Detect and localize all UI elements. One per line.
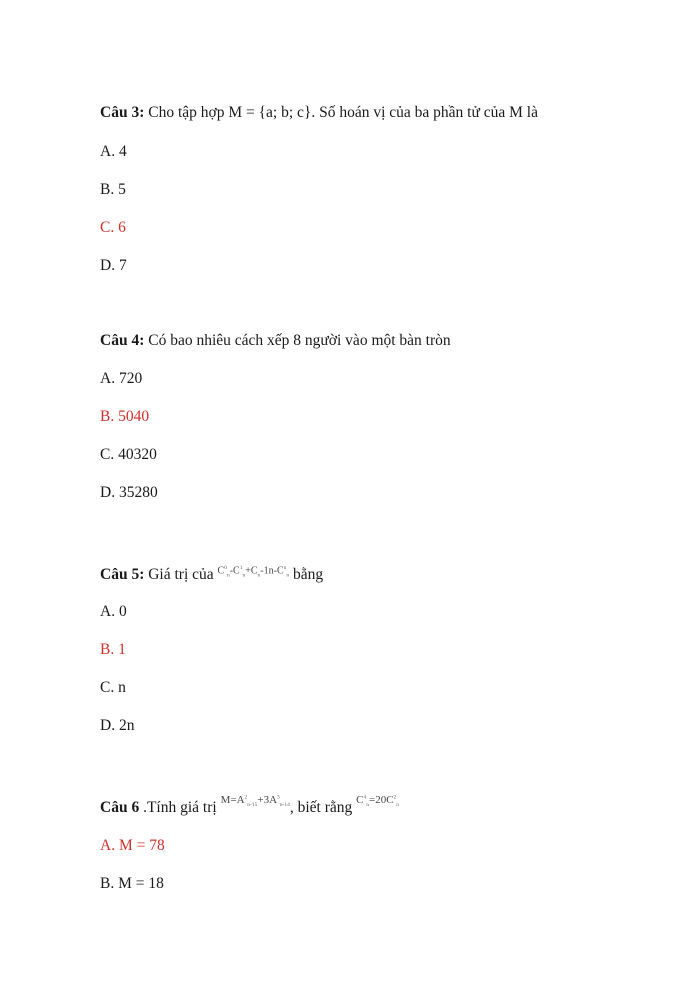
option-b-correct: B. 5040	[100, 408, 150, 425]
option-b: B. 5	[100, 181, 126, 198]
question-text-after: bằng	[293, 566, 324, 583]
question-3	[100, 104, 538, 122]
option-d: D. 35280	[100, 484, 158, 501]
question-text: Cho tập hợp M = {a; b; c}. Số hoán vị của ba phần tử của M là	[148, 104, 538, 121]
option-a: A. 4	[100, 143, 127, 160]
option-c-correct: C. 6	[100, 219, 126, 236]
option-c: C. n	[100, 679, 126, 696]
m-formula: $M=A^2_{n-15}+3A^3_{n-14}$	[220, 794, 290, 809]
question-label: Câu 4:	[100, 332, 145, 349]
question-label: Câu 6	[100, 799, 140, 816]
question-text-before: Giá trị của	[148, 566, 214, 583]
question-4	[100, 332, 451, 350]
option-a-correct: A. M = 78	[100, 837, 165, 854]
question-text: Có bao nhiêu cách xếp 8 người vào một bàn tròn	[148, 332, 451, 349]
option-b-correct: B. 1	[100, 641, 126, 658]
condition-formula: $C^4_n=20C^2_n$	[356, 794, 400, 809]
question-label: Câu 5:	[100, 566, 145, 583]
binomial-formula: $C^0_n-C^1_n+C_n-1n-C^n_n$	[217, 564, 290, 578]
option-d: D. 2n	[100, 717, 135, 734]
option-a: A. 720	[100, 370, 143, 387]
option-d: D. 7	[100, 257, 127, 274]
question-text-before: .Tính giá trị	[143, 799, 217, 816]
question-5	[100, 566, 323, 584]
question-text-mid: , biết rằng	[289, 799, 353, 816]
option-c: C. 40320	[100, 446, 157, 463]
option-b: B. M = 18	[100, 875, 164, 892]
question-label: Câu 3:	[100, 104, 145, 121]
question-6	[100, 794, 400, 817]
option-a: A. 0	[100, 603, 127, 620]
